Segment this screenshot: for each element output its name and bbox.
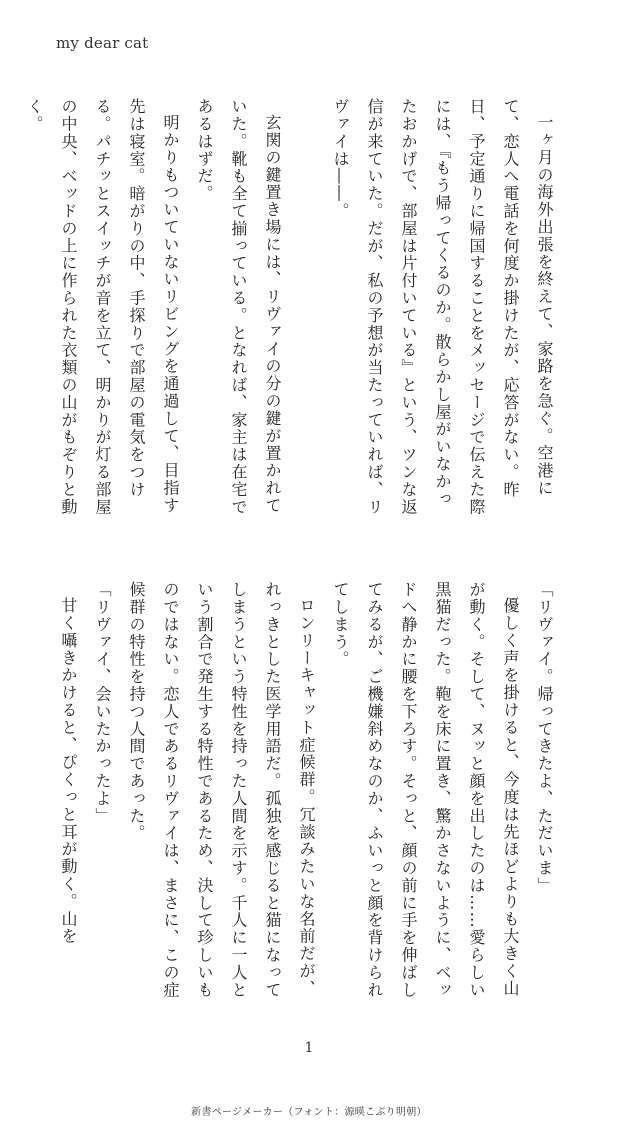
dialogue-line: 「リヴァイ。帰ってきたよ、ただいま」 xyxy=(535,581,554,895)
paragraph: 優しく声を掛けると、今度は先ほどよりも大きく山が動く。そして、ヌッと顔を出したのは……愛らしい黒猫だった。鞄を床に置き、驚かさないように、ベッドへ静かに腰を下ろす。そっと、顔の前に手を伸ばしてみるが、ご機嫌斜めなのか、ふいっと顔を背けられてしまう。 xyxy=(331,581,520,999)
paragraph: 甘く囁きかけると、ぴくっと耳が動く。山を xyxy=(59,597,78,945)
paragraph: 明かりもついていないリビングを通過して、目指す先は寝室。暗がりの中、手探りで部屋の電気をつける。パチッとスイッチが音を立て、明かりが灯る部屋の中央、ベッドの上に作られた衣類の山がもぞりと動く。 xyxy=(25,98,180,516)
paragraph: ロンリーキャット症候群。冗談みたいな名前だが、れっきとした医学用語だ。孤独を感じると猫になってしまうという特性を持った人間を示す。千人に一人という割合で発生する特性であるため、決して珍しいものではない。恋人であるリヴァイは、まさに、この症候群の特性を持つ人間であった。 xyxy=(127,581,316,999)
running-title: my dear cat xyxy=(56,34,149,52)
paragraph: 玄関の鍵置き場には、リヴァイの分の鍵が置かれていた。靴も全て揃っている。となれば、家主は在宅であるはずだ。 xyxy=(195,98,282,516)
blank-line xyxy=(289,98,323,522)
upper-text-block xyxy=(17,98,561,522)
lower-text-block xyxy=(51,581,561,1005)
footer-credit: 新書ページメーカー（フォント：源暎こぶり明朝） xyxy=(191,1107,427,1118)
page-number: 1 xyxy=(304,1040,314,1056)
dialogue-line: 「リヴァイ、会いたかったよ」 xyxy=(93,581,112,825)
paragraph: 一ヶ月の海外出張を終えて、家路を急ぐ。空港にて、恋人へ電話を何度か掛けたが、応答がない。昨日、予定通りに帰国することをメッセージで伝えた際には、『もう帰ってくるのか。散らかし屋がいなかったおかげで、部屋は片付いている』という、ツンな返信が来ていた。だが、私の予想が当たっていれば、リヴァイは――。 xyxy=(331,98,554,516)
